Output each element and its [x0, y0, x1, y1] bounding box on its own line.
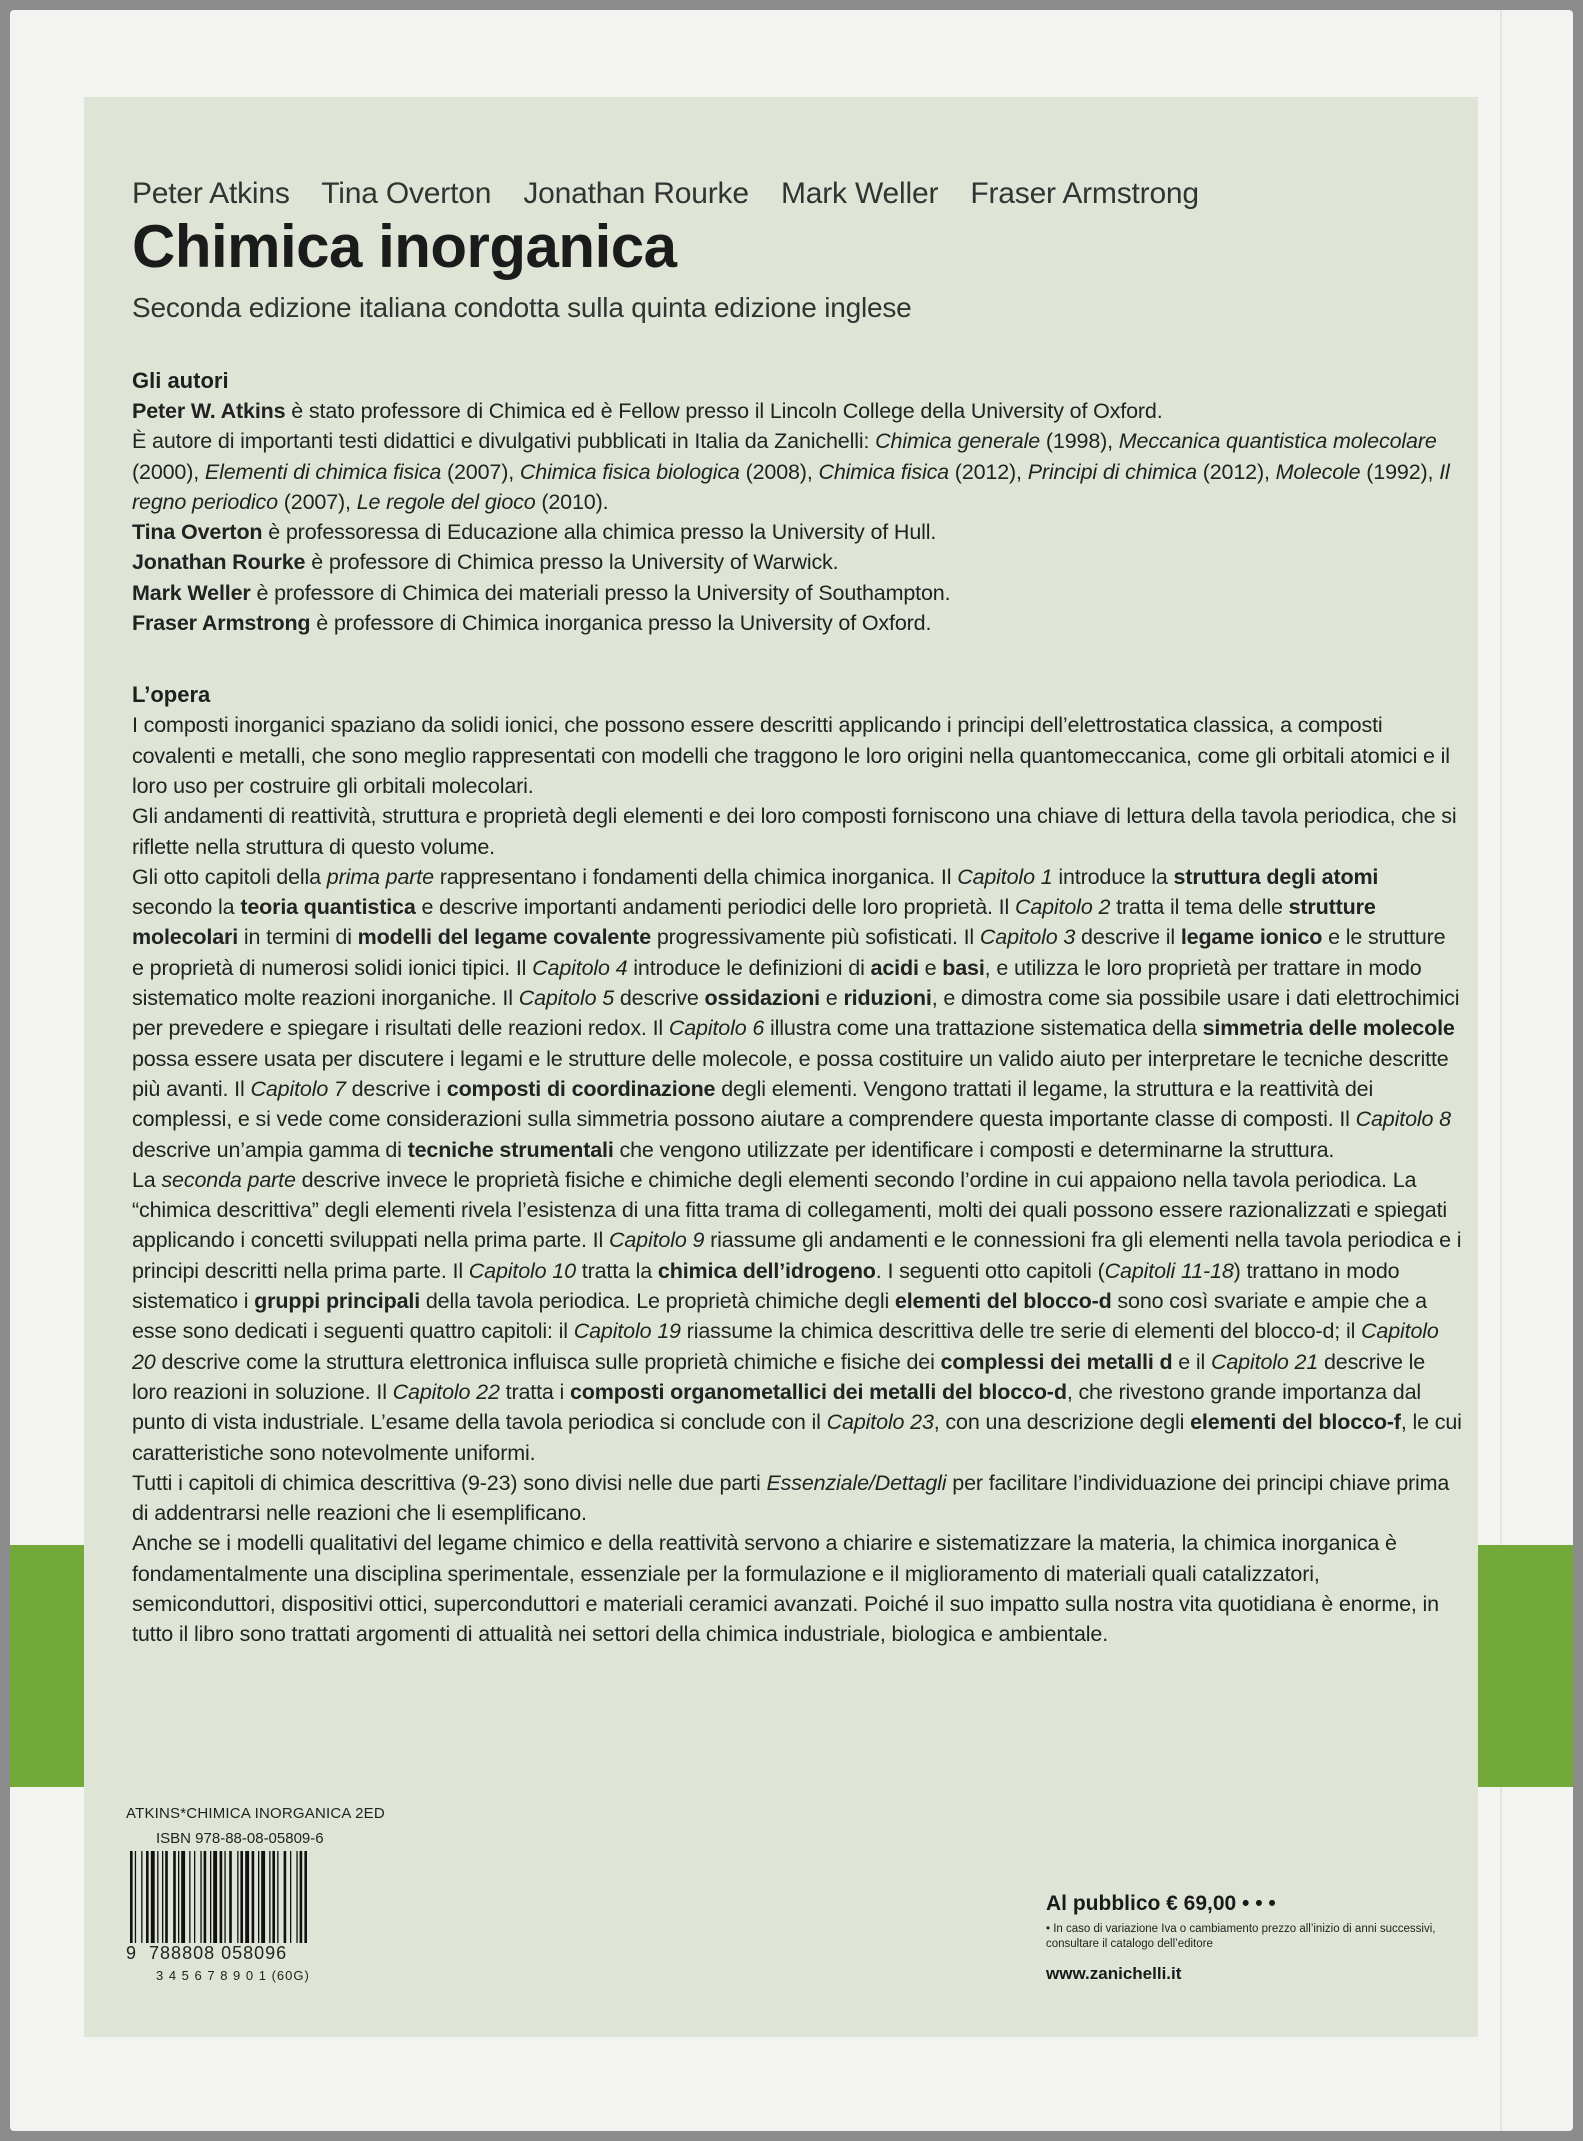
atkins-works: È autore di importanti testi didattici e divulgativi pubblicati in Italia da Zanichelli: Chimica generale (1998), Meccanica quantistica molecolare (2000), Elementi di chimica fisica (2007), Chimica fisica biologica (2008), Chimica fisica (2012), Principi di chimica (2012), Molecole (1992), Il regno periodico (2007), Le regole del gioco (2010). [132, 429, 1450, 514]
green-stripe-right [1478, 1545, 1573, 1787]
price-area [1046, 1892, 1466, 1984]
opera-paragraph-2: Gli andamenti di reattività, struttura e proprietà degli elementi e dei loro composti forniscono una chiave di lettura della tavola periodica, che si riflette nella struttura di questo volume. [132, 804, 1457, 859]
green-stripe-left [10, 1545, 84, 1787]
barcode-subcode: 3 4 5 6 7 8 9 0 1 (60G) [156, 1968, 310, 1983]
edition-code: ATKINS*CHIMICA INORGANICA 2ED [126, 1805, 385, 1822]
opera-paragraph-1: I composti inorganici spaziano da solidi ionici, che possono essere descritti applicando i principi dell’elettrostatica classica, a composti covalenti e metalli, che sono meglio rappresentati con modelli che traggono le loro origini nella quantomeccanica, come gli orbitali atomici e il loro uso per costruire gli orbitali molecolari. [132, 713, 1450, 798]
price-note: • In caso di variazione Iva o cambiamento prezzo all’inizio di anni successivi, consultare il catalogo dell’editore [1046, 1923, 1436, 1950]
content-area [132, 177, 1462, 1650]
author-bio-rourke: Jonathan Rourke è professore di Chimica presso la University of Warwick. [132, 550, 839, 575]
book-title: Chimica inorganica [132, 213, 677, 280]
author-bio-overton: Tina Overton è professoressa di Educazione alla chimica presso la University of Hull. [132, 520, 937, 545]
author-name: Tina Overton [321, 177, 492, 210]
opera-paragraph-5: Tutti i capitoli di chimica descrittiva (9-23) sono divisi nelle due parti Essenziale/Dettagli per facilitare l’individuazione dei principi chiave prima di addentrarsi nelle reazioni che li esemplificano. [132, 1470, 1450, 1526]
author-bio-atkins: Peter W. Atkins è stato professore di Chimica ed è Fellow presso il Lincoln College della University of Oxford. [132, 399, 1163, 423]
text-panel [84, 97, 1478, 2037]
hinge-line [1500, 10, 1502, 2131]
section-heading-opera: L’opera [132, 682, 211, 708]
publisher-website: www.zanichelli.it [1046, 1964, 1182, 1983]
author-name: Jonathan Rourke [523, 177, 749, 210]
section-heading-authors: Gli autori [132, 368, 229, 393]
barcode-digits: 9 788808 058096 [126, 1943, 288, 1963]
author-name: Mark Weller [780, 177, 939, 210]
isbn-label: ISBN 978-88-08-05809-6 [156, 1830, 324, 1847]
author-name: Fraser Armstrong [970, 177, 1199, 210]
authors-line [132, 177, 1462, 211]
barcode-area [126, 1805, 385, 1983]
author-bio-weller: Mark Weller è professore di Chimica dei materiali presso la University of Southampton. [132, 580, 951, 605]
opera-paragraph-4: La seconda parte descrive invece le proprietà fisiche e chimiche degli elementi secondo l’ordine in cui appaiono nella tavola periodica. La “chimica descrittiva” degli elementi rivela l’esistenza di una fitta trama di collegamenti, molti dei quali possono essere razionalizzati e spiegati applicando i concetti sviluppati nella prima parte. Il Capitolo 9 riassume gli andamenti e le connessioni fra gli elementi nella tavola periodica e i principi descritti nella prima parte. Il Capitolo 10 tratta la chimica dell’idrogeno. I seguenti otto capitoli (Capitoli 11-18) trattano in modo sistematico i gruppi principali della tavola periodica. Le proprietà chimiche degli elementi del blocco-d sono così svariate e ampie che a esse sono dedicati i seguenti quattro capitoli: il Capitolo 19 riassume la chimica descrittiva delle tre serie di elementi del blocco-d; il Capitolo 20 descrive come la struttura elettronica influisca sulle proprietà chimiche e fisiche dei complessi dei metalli d e il Capitolo 21 descrive le loro reazioni in soluzione. Il Capitolo 22 tratta i composti organometallici dei metalli del blocco-d, che rivestono grande importanza dal punto di vista industriale. L’esame della tavola periodica si conclude con il Capitolo 23, con una descrizione degli elementi del blocco-f, le cui caratteristiche sono notevolmente uniformi. [132, 1167, 1462, 1465]
author-bio-armstrong: Fraser Armstrong è professore di Chimica inorganica presso la University of Oxford. [132, 611, 932, 636]
opera-paragraph-3: Gli otto capitoli della prima parte rappresentano i fondamenti della chimica inorganica. Il Capitolo 1 introduce la struttura degli atomi secondo la teoria quantistica e descrive importanti andamenti periodici delle loro proprietà. Il Capitolo 2 tratta il tema delle strutture molecolari in termini di modelli del legame covalente progressivamente più sofisticati. Il Capitolo 3 descrive il legame ionico e le strutture e proprietà di numerosi solidi ionici tipici. Il Capitolo 4 introduce le definizioni di acidi e basi, e utilizza le loro proprietà per trattare in modo sistematico molte reazioni inorganiche. Il Capitolo 5 descrive ossidazioni e riduzioni, e dimostra come sia possibile usare i dati elettrochimici per prevedere e spiegare i risultati delle reazioni redox. Il Capitolo 6 illustra come una trattazione sistematica della simmetria delle molecole possa essere usata per discutere i legami e le strutture delle molecole, e possa costituire un valido aiuto per interpretare le tecniche descritte più avanti. Il Capitolo 7 descrive i composti di coordinazione degli elementi. Vengono trattati il legame, la struttura e la reattività dei complessi, e si vede come considerazioni sulla simmetria possono aiutare a comprendere questa importante classe di composti. Il Capitolo 8 descrive un’ampia gamma di tecniche strumentali che vengono utilizzate per identificare i composti e determinarne la struttura. [132, 864, 1460, 1162]
book-subtitle: Seconda edizione italiana condotta sulla quinta edizione inglese [132, 292, 912, 323]
price-label: Al pubblico € 69,00 • • • [1046, 1892, 1276, 1915]
author-name: Peter Atkins [132, 177, 290, 210]
opera-paragraph-6: Anche se i modelli qualitativi del legame chimico e della reattività servono a chiarire e sistematizzare la materia, la chimica inorganica è fondamentalmente una disciplina sperimentale, essenziale per la formulazione e il miglioramento di materiali quali catalizzatori, semiconduttori, dispositivi ottici, superconduttori e materiali ceramici avanzati. Poiché il suo impatto sulla nostra vita quotidiana è enorme, in tutto il libro sono trattati argomenti di attualità nei settori della chimica industriale, biologica e ambientale. [132, 1531, 1439, 1647]
barcode-image [126, 1851, 356, 1947]
